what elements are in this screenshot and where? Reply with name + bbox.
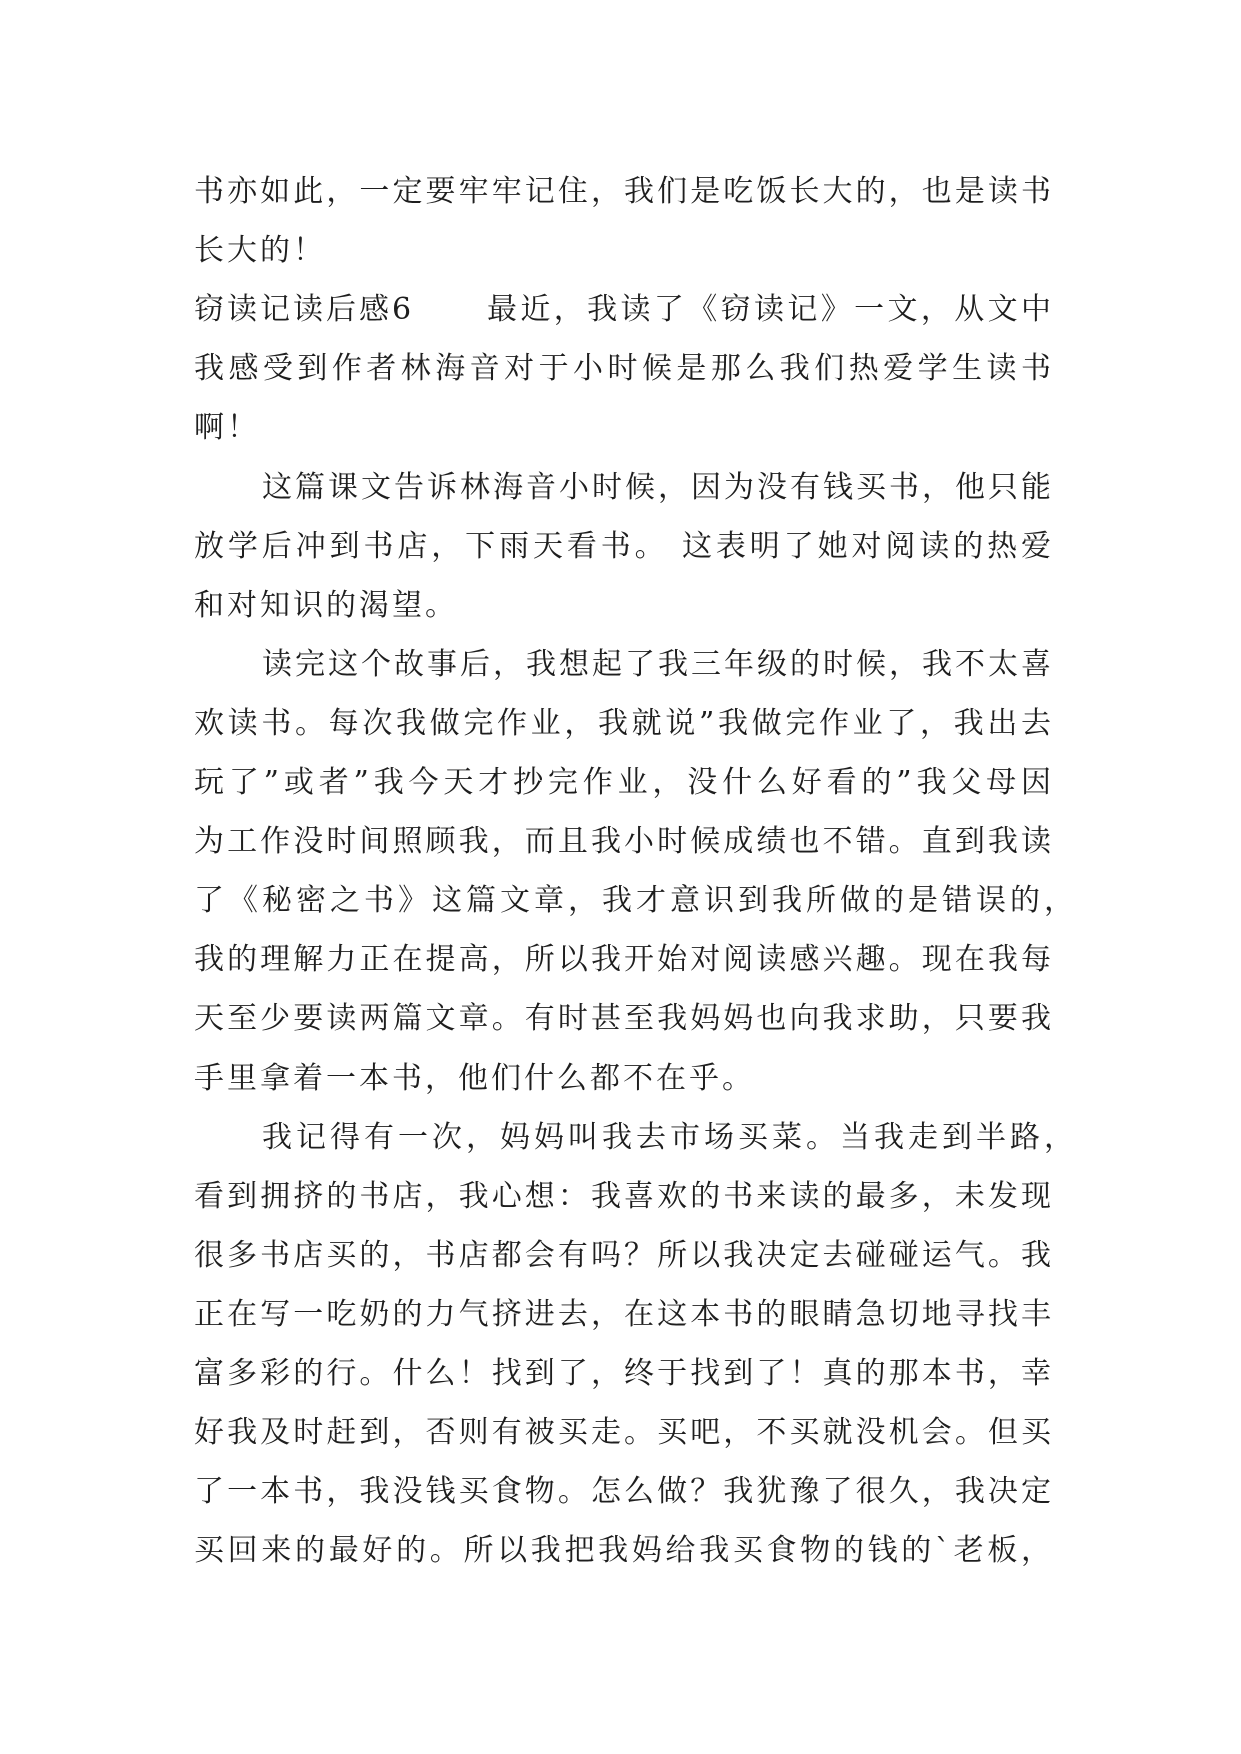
text-line: 为工作没时间照顾我，而且我小时候成绩也不错。直到我读 <box>194 824 1054 859</box>
text-line: 这篇课文告诉林海音小时候，因为没有钱买书，他只能 <box>262 470 1054 505</box>
text-line: 读完这个故事后，我想起了我三年级的时候，我不太喜 <box>262 647 1054 682</box>
section-heading: 窃读记读后感6 <box>194 292 415 327</box>
text-line: 最近，我读了《窃读记》一文，从文中 <box>487 292 1054 327</box>
text-line: 放学后冲到书店，下雨天看书。 这表明了她对阅读的热爱 <box>194 529 1054 564</box>
text-line: 欢读书。每次我做完作业，我就说”我做完作业了，我出去 <box>194 706 1054 741</box>
text-line: 手里拿着一本书，他们什么都不在乎。 <box>194 1061 755 1096</box>
text-line: 我记得有一次，妈妈叫我去市场买菜。当我走到半路， <box>262 1120 1077 1155</box>
text-line: 我感受到作者林海音对于小时候是那么我们热爱学生读书 <box>194 351 1054 386</box>
text-line: 了《秘密之书》这篇文章，我才意识到我所做的是错误的， <box>194 883 1077 918</box>
text-line: 看到拥挤的书店，我心想：我喜欢的书来读的最多，未发现 <box>194 1179 1054 1214</box>
text-line: 玩了”或者”我今天才抄完作业，没什么好看的”我父母因 <box>194 765 1054 800</box>
text-line: 了一本书，我没钱买食物。怎么做？我犹豫了很久，我决定 <box>194 1474 1054 1509</box>
text-line: 买回来的最好的。所以我把我妈给我买食物的钱的`老板， <box>194 1533 1054 1568</box>
text-line: 和对知识的渴望。 <box>194 588 458 623</box>
text-line: 啊！ <box>194 410 260 445</box>
text-line: 正在写一吃奶的力气挤进去，在这本书的眼睛急切地寻找丰 <box>194 1297 1054 1332</box>
text-line: 天至少要读两篇文章。有时甚至我妈妈也向我求助，只要我 <box>194 1001 1054 1036</box>
text-line: 很多书店买的，书店都会有吗？所以我决定去碰碰运气。我 <box>194 1238 1054 1273</box>
text-line: 长大的！ <box>194 233 326 268</box>
text-line: 书亦如此，一定要牢牢记住，我们是吃饭长大的，也是读书 <box>194 174 1054 209</box>
text-line: 好我及时赶到，否则有被买走。买吧，不买就没机会。但买 <box>194 1415 1054 1450</box>
text-line: 富多彩的行。什么！找到了，终于找到了！真的那本书，幸 <box>194 1356 1054 1391</box>
text-line: 我的理解力正在提高，所以我开始对阅读感兴趣。现在我每 <box>194 942 1054 977</box>
